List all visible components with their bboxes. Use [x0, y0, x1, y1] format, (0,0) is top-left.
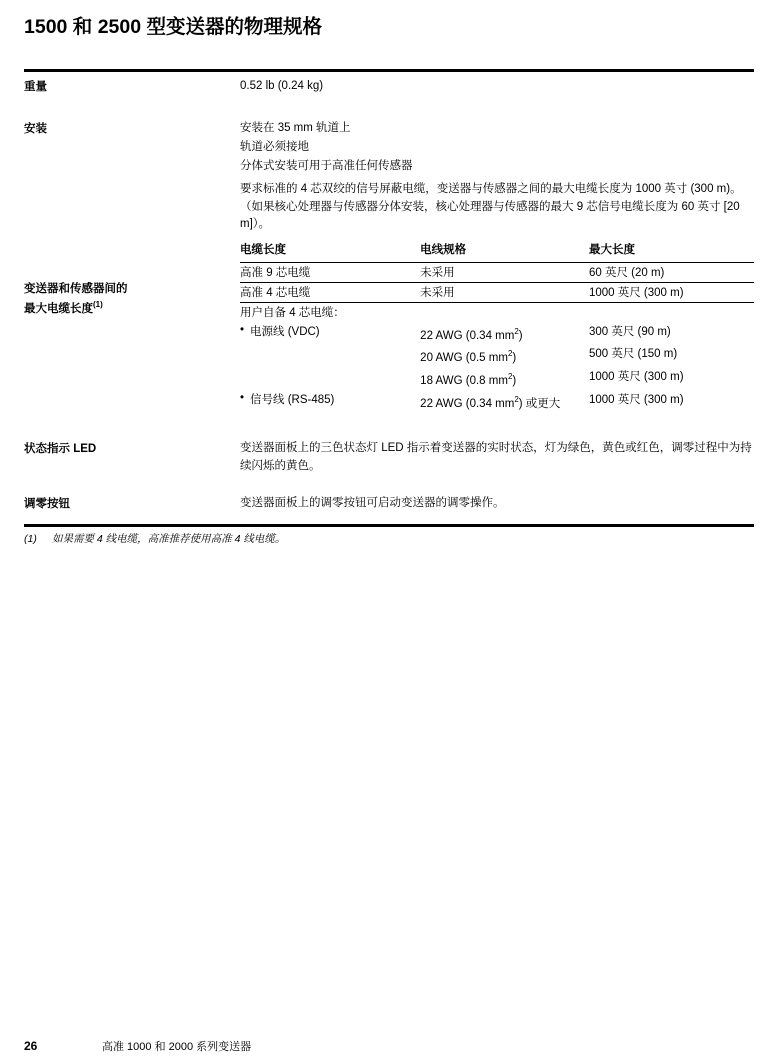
- footer-title: 高准 1000 和 2000 系列变送器: [102, 1041, 252, 1053]
- mounting-paragraph: 要求标准的 4 芯双绞的信号屏蔽电缆，变送器与传感器之间的最大电缆长度为 1000 英寸 (300 m)。（如果核心处理器与传感器分体安装，核心处理器与传感器的最大 9 芯信号电缆长度为 60 英寸 [20 m]）。: [240, 183, 742, 230]
- cell-wire-gauge: 18 AWG (0.8 $mm^2$): [420, 372, 517, 387]
- bullet-icon: •: [240, 324, 245, 336]
- cell-max-length: 1000 英尺 (300 m): [588, 371, 684, 384]
- cell-cable-length: [240, 390, 420, 413]
- weight-value-text: 0.52 lb (0.24 kg): [240, 80, 324, 92]
- table-row: [240, 263, 754, 282]
- cell-wire-gauge: 20 AWG (0.5 $mm^2$): [420, 349, 517, 365]
- spec-label-mounting: 安装: [24, 123, 47, 135]
- cell-label-power-line: 电源线 (VDC): [250, 325, 320, 338]
- spec-value-zero-button: 变送器面板上的调零按钮可启动变送器的调零操作。: [240, 497, 505, 509]
- spec-label-status-led: 状态指示 LED: [24, 443, 97, 455]
- spec-row-zero-button: [24, 495, 754, 513]
- cell-user-supplied-heading: 用户自备 4 芯电缆：: [240, 306, 345, 319]
- cell-wire-gauge: [420, 303, 589, 322]
- spec-row-status-led: [24, 440, 754, 475]
- column-header-cable-length: 电缆长度: [240, 244, 286, 256]
- cell-max-length: 500 英尺 (150 m): [588, 348, 678, 361]
- page-footer: [24, 1038, 754, 1054]
- cell-cable-length: 高准 4 芯电缆: [240, 286, 311, 299]
- mounting-line-2: 轨道必须接地: [240, 141, 309, 153]
- cable-label-line-2: 最大电缆长度: [24, 302, 93, 315]
- cell-wire-gauge: 未采用: [420, 266, 455, 279]
- bottom-divider: [24, 524, 754, 527]
- cable-label-footnote-ref: (1): [93, 300, 103, 309]
- mounting-line-3: 分体式安装可用于高准任何传感器: [240, 160, 413, 172]
- footer-page-number: 26: [24, 1039, 38, 1053]
- spec-label-weight: 重量: [24, 81, 47, 93]
- cable-label-line-1: 变送器和传感器间的: [24, 283, 128, 295]
- cell-max-length: 60 英尺 (20 m): [588, 266, 665, 279]
- cell-cable-length: [240, 368, 420, 391]
- column-header-max-length: 最大长度: [588, 244, 635, 256]
- cell-cable-length: 高准 9 芯电缆: [240, 266, 311, 279]
- cell-max-length: [589, 303, 754, 322]
- table-row: [240, 303, 754, 322]
- cell-wire-gauge: 未采用: [420, 286, 455, 299]
- mounting-line-1: 安装在 35 mm 轨道上: [240, 122, 351, 134]
- cell-wire-gauge: 22 AWG (0.34 $mm^2$): [420, 326, 523, 342]
- cable-specification-table: [240, 241, 754, 413]
- spec-label-zero-button: 调零按钮: [24, 498, 70, 510]
- cell-cable-length: [240, 345, 420, 368]
- column-header-wire-gauge: 电线规格: [420, 244, 467, 256]
- footnote-number: (1): [24, 533, 37, 545]
- spec-row-weight: [24, 78, 754, 96]
- table-row: [240, 390, 754, 413]
- spec-value-mounting: [240, 120, 754, 234]
- specification-table: [24, 78, 754, 234]
- page-title: 1500 和 2500 型变送器的物理规格: [24, 16, 323, 38]
- table-row: [240, 322, 754, 345]
- cell-max-length: 300 英尺 (90 m): [588, 325, 671, 338]
- top-divider: [24, 69, 754, 72]
- cell-label-signal-line: 信号线 (RS-485): [250, 393, 335, 406]
- spec-label-cable-length: [24, 281, 240, 317]
- footnote-text: 如果需要 4 线电缆，高准推荐使用高准 4 线电缆。: [52, 533, 286, 545]
- table-row: [240, 345, 754, 368]
- table-header-row: [240, 241, 754, 262]
- cell-cable-length: [240, 322, 420, 345]
- cell-max-length: 1000 英尺 (300 m): [588, 286, 684, 299]
- spec-value-weight: [240, 78, 754, 95]
- table-row: [240, 368, 754, 391]
- bullet-icon: •: [240, 392, 245, 405]
- table-row: [240, 283, 754, 302]
- spec-value-status-led: 变送器面板上的三色状态灯 LED 指示着变送器的实时状态，灯为绿色，黄色或红色，调零过程中为持续闪烁的黄色。: [240, 442, 752, 472]
- cell-wire-gauge: 22 AWG (0.34 $mm^2$) 或更大: [420, 394, 561, 410]
- footnote: [24, 532, 754, 547]
- cell-max-length: 1000 英尺 (300 m): [588, 393, 684, 406]
- spec-row-mounting: [24, 120, 754, 234]
